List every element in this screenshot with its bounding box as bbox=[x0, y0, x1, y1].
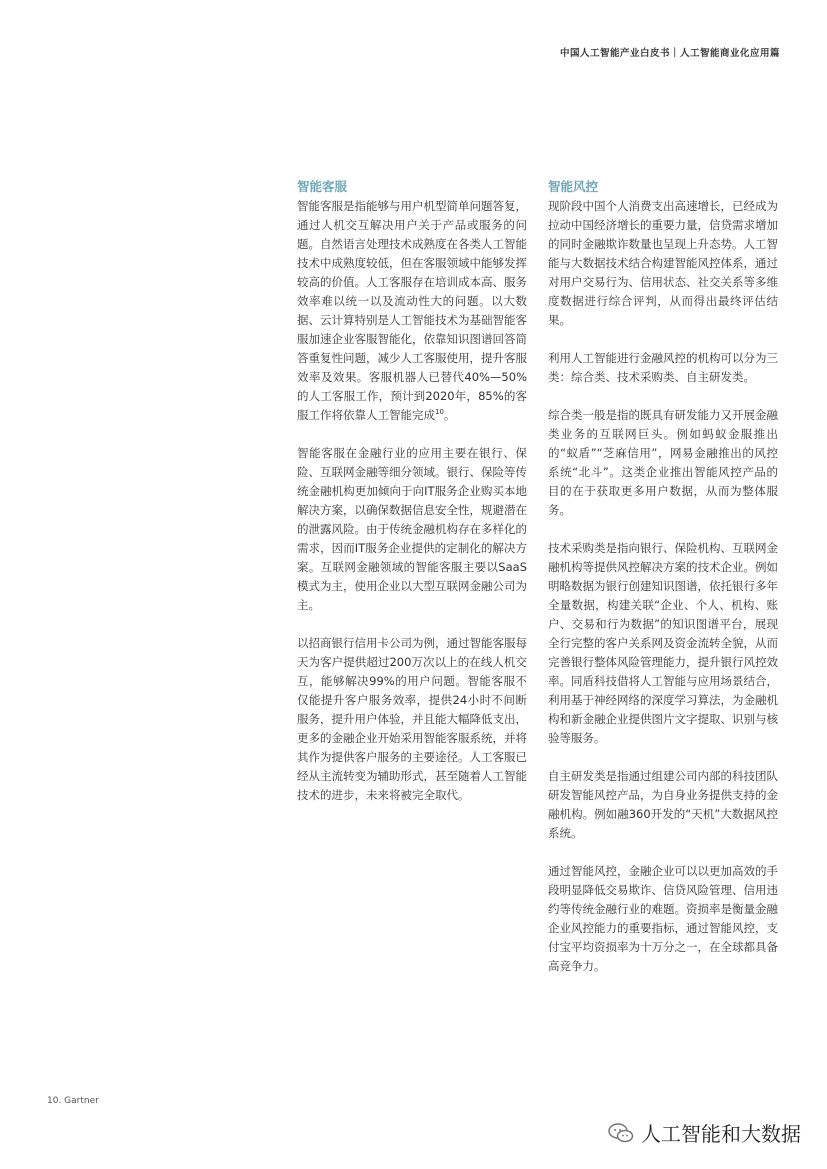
paragraph: 技术采购类是指向银行、保险机构、互联网金融机构等提供风控解决方案的技术企业。例如明略数据为银行创建知识图谱，依托银行多年全量数据，构建关联“企业、个人、机构、账户、交易和行为数据”的知识图谱平台，展现全行完整的客户关系网及资金流转全貌，从而完善银行整体风险管理能力，提升银行风控效率。同盾科技借将人工智能与应用场景结合，利用基于神经网络的深度学习算法，为金融机构和新金融企业提供图片文字提取、识别与核验等服务。 bbox=[548, 541, 778, 745]
wechat-icon bbox=[607, 1122, 635, 1144]
left-column bbox=[297, 178, 527, 805]
page-footer: 10. Gartner bbox=[47, 1096, 99, 1106]
page-header: 中国人工智能产业白皮书｜人工智能商业化应用篇 bbox=[559, 48, 780, 59]
paragraph: 自主研发类是指通过组建公司内部的科技团队研发智能风控产品，为自身业务提供支持的金融机构。例如融360开发的“天机”大数据风控系统。 bbox=[548, 769, 778, 840]
paragraph-text: 。 bbox=[443, 408, 456, 422]
paragraph: 现阶段中国个人消费支出高速增长，已经成为拉动中国经济增长的重要力量，信贷需求增加的同时金融欺诈数量也呈现上升态势。人工智能与大数据技术结合构建智能风控体系，通过对用户交易行为、信用状态、社交关系等多维度数据进行综合评判，从而得出最终评估结果。 bbox=[548, 199, 778, 327]
right-column bbox=[548, 178, 778, 976]
paragraph-text: 智能客服是指能够与用户机型简单问题答复，通过人机交互解决用户关于产品或服务的问题。自然语言处理技术成熟度在各类人工智能技术中成熟度较低，但在客服领域中能够发挥较高的价值。人工客服存在培训成本高、服务效率难以统一以及流动性大的问题。以大数据、云计算特别是人工智能技术为基础智能客服加速企业客服智能化，依靠知识图谱回答简答重复性问题，减少人工客服使用，提升客服效率及效果。客服机器人已替代40%—50%的人工客服工作，预计到2020年，85%的客服工作将依靠人工智能完成 bbox=[297, 199, 527, 422]
paragraph: 综合类一般是指的既具有研发能力又开展金融类业务的互联网巨头。例如蚂蚁金服推出的“蚁盾”“芝麻信用”，网易金融推出的风控系统“北斗”。这类企业推出智能风控产品的目的在于获取更多用户数据，从而为整体服务。 bbox=[548, 408, 778, 517]
paragraph bbox=[297, 197, 527, 425]
section-title-smart-customer-service: 智能客服 bbox=[297, 179, 348, 194]
footnote-ref: 10 bbox=[435, 408, 444, 417]
watermark bbox=[607, 1118, 801, 1147]
paragraph: 以招商银行信用卡公司为例，通过智能客服每天为客户提供超过200万次以上的在线人机交互，能够解决99%的用户问题。智能客服不仅能提升客户服务效率，提供24小时不间断服务，提升用户体验，并且能大幅降低支出，更多的金融企业开始采用智能客服系统，并将其作为提供客户服务的主要途径。人工客服已经从主流转变为辅助形式，甚至随着人工智能技术的进步，未来将被完全取代。 bbox=[297, 636, 527, 802]
paragraph: 利用人工智能进行金融风控的机构可以分为三类：综合类、技术采购类、自主研发类。 bbox=[548, 351, 778, 384]
paragraph: 智能客服在金融行业的应用主要在银行、保险、互联网金融等细分领域。银行、保险等传统金融机构更加倾向于向IT服务企业购买本地解决方案，以确保数据信息安全性，规避潜在的泄露风险。由于传统金融机构存在多样化的需求，因而IT服务企业提供的定制化的解决方案。互联网金融领域的智能客服主要以SaaS模式为主，使用企业以大型互联网金融公司为主。 bbox=[297, 446, 527, 612]
watermark-text: 人工智能和大数据 bbox=[641, 1122, 801, 1146]
section-title-smart-risk-control: 智能风控 bbox=[548, 179, 599, 194]
paragraph: 通过智能风控，金融企业可以以更加高效的手段明显降低交易欺诈、信贷风险管理、信用违约等传统金融行业的难题。资损率是衡量金融企业风控能力的重要指标，通过智能风控，支付宝平均资损率为十万分之一，在全球都具备高竞争力。 bbox=[548, 864, 778, 973]
